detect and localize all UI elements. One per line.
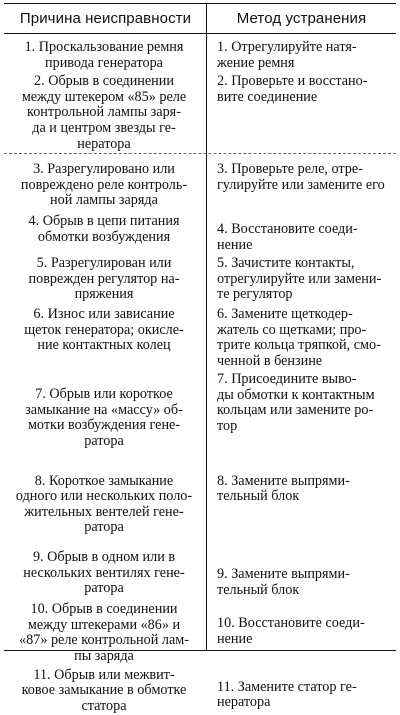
cause-line: жительных вентелей гене- [24,503,184,520]
remedy-line: тельный блок [217,488,300,505]
fault-table [4,3,396,714]
remedy-line: 11. Замените статор ге- [217,678,357,695]
cause-line: нератора [77,135,131,152]
cause-line: 10. Обрыв в соединении [30,601,178,618]
cause-line: 3. Разрегулировано или [33,161,175,178]
cause-line: ратора [84,433,124,450]
cause-line: между штекерами «86» и [27,616,181,633]
cause-line: статора [81,697,127,714]
remedy-column-header: Метод устранения [236,10,367,27]
cause-line: «87» реле контрольной лам- [19,632,189,649]
cause-line: повреждено реле контроль- [20,176,188,193]
cause-line: да и центром звезды ге- [32,119,176,136]
cause-cell [4,210,207,254]
remedy-cell [207,34,396,72]
cause-line: 5. Разрегулирован или [36,255,172,272]
remedy-line: 1. Отрегулируйте натя- [217,39,357,55]
cause-cell [4,451,207,537]
cause-line: 11. Обрыв или межвит- [33,666,175,683]
cause-line: поврежден регулятор на- [28,270,180,287]
remedy-line: жатель со щетками; про- [217,321,367,338]
cause-line: 7. Обрыв или короткое [35,386,173,403]
remedy-cell [207,451,396,537]
cause-line: замыкание на «массу» об- [25,401,183,418]
remedy-line: жение ремня [217,54,295,71]
table-body [4,34,396,715]
table-row [4,666,396,715]
table-row [4,34,396,72]
cause-cell [4,34,207,72]
cause-cell [4,537,207,599]
remedy-line: 6. Замените щеткодер- [217,305,353,322]
remedy-line: 8. Замените выпрями- [217,472,350,489]
remedy-line: 3. Проверьте реле, отре- [217,161,363,178]
cause-column-header: Причина неисправности [19,10,192,27]
remedy-line: 5. Зачистите контакты, [217,255,355,272]
cause-line: пряжения [74,286,134,303]
table-row [4,153,396,210]
remedy-cell [207,370,396,450]
table-row [4,370,396,450]
remedy-line: ченной в бензине [217,352,323,369]
remedy-cell [207,304,396,370]
cause-line: одного или нескольких поло- [15,488,193,505]
cause-cell [4,72,207,153]
remedy-line: те регулятор [217,286,293,303]
cause-line: нескольких вентилях гене- [23,564,185,581]
remedy-line: гулируйте или замените его [217,176,385,193]
cause-line: 2. Обрыв в соединении [34,73,174,90]
cause-line: ковое замыкание в обмотке [21,682,187,699]
remedy-line: ды обмотки к контактным [217,386,375,403]
cause-cell [4,370,207,450]
cause-line: 9. Обрыв в одном или в [32,549,176,566]
cause-cell [4,254,207,304]
remedy-cell [207,599,396,665]
remedy-cell [207,537,396,599]
cause-line: 8. Короткое замыкание [34,472,174,489]
remedy-line: 10. Восстановите соеди- [217,615,365,632]
remedy-line: тельный блок [217,581,300,598]
remedy-line: 9. Замените выпрями- [217,566,350,583]
remedy-line: нение [217,630,253,647]
table-row [4,210,396,254]
cause-line: обмотки возбуждения [37,228,171,245]
table-header [4,3,396,34]
remedy-line: нение [217,236,253,253]
cause-line: 4. Обрыв в цепи питания [28,212,180,229]
remedy-line: кольцам или замените ро- [217,402,374,419]
table-row [4,304,396,370]
remedy-cell [207,666,396,715]
remedy-line: 2. Проверьте и восстано- [217,73,368,90]
cause-line: ратора [84,580,124,597]
table-row [4,537,396,599]
cause-cell [4,666,207,715]
remedy-cell [207,154,396,210]
cause-line: привода генератора [45,54,163,71]
cause-cell [4,154,207,210]
cause-line: ной лампы заряда [50,192,158,209]
table-row [4,254,396,304]
cause-line: ние контактных колец [37,337,171,354]
cause-cell [4,599,207,665]
remedy-line: 7. Присоедините выво- [217,371,357,388]
remedy-cell [207,254,396,304]
remedy-line: 4. Восстановите соеди- [217,220,358,237]
remedy-line: отрегулируйте или замени- [217,270,382,287]
remedy-cell [207,72,396,153]
remedy-cell [207,210,396,254]
cause-line: мотки возбуждения гене- [27,417,181,434]
cause-line: 1. Проскальзование ремня [24,39,184,55]
cause-line: ратора [84,519,124,536]
table-row [4,451,396,537]
cause-line: 6. Износ или зависание [33,305,175,322]
cause-line: между штекером «85» реле [21,88,187,105]
remedy-line: трите кольца тряпкой, смо- [217,337,381,354]
cause-line: щеток генератора; окисле- [24,321,184,338]
table-row [4,599,396,665]
remedy-line: нератора [217,694,271,711]
table-row [4,72,396,153]
cause-cell [4,304,207,370]
remedy-line: тор [217,418,238,435]
cause-line: пы заряда [74,648,134,664]
remedy-line: вите соединение [217,88,318,105]
cause-line: контрольной лампы заря- [27,104,181,121]
